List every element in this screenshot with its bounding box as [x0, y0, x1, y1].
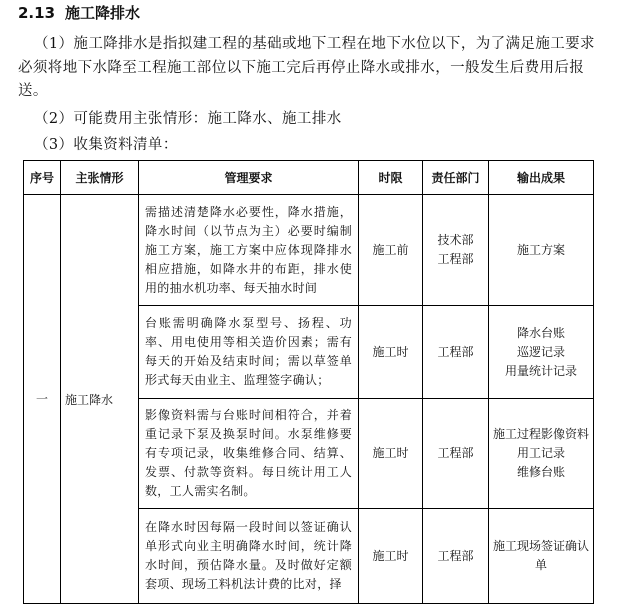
department-cell: 工程部: [423, 509, 489, 604]
paragraph-document-list: （3）收集资料清单：: [34, 137, 178, 153]
paragraph-claim-scenarios: （2）可能费用主张情形：施工降水、施工排水: [34, 111, 342, 127]
group-scenario: 施工降水: [61, 195, 139, 604]
section-title: 施工降排水: [65, 4, 141, 22]
output-item: 施工现场签证确认单: [492, 539, 589, 572]
requirement-cell: 需描述清楚降水必要性，降水措施，降水时间（以节点为主）必要时编制施工方案，施工方案中应体现降排水相应措施，如降水井的布距，排水使用的抽水机功率、每天抽水时间: [139, 195, 359, 306]
output-item: 施工过程影像资料: [492, 427, 589, 441]
output-item: 维修台账: [516, 465, 565, 479]
paragraph-definition: （1）施工降排水是指拟建工程的基础或地下工程在地下水位以下，为了满足施工要求必须将地下水降至工程施工部位以下施工完后再停止降水或排水，一般发生后费用后报送。: [18, 36, 595, 99]
requirement-cell: 在降水时因每隔一段时间以签证确认单形式向业主明确降水时间，统计降水时间，预估降水量。及时做好定额套项、现场工料机法计费的比对，择: [139, 509, 359, 604]
department-cell: 技术部 工程部: [423, 195, 489, 306]
department-cell: 工程部: [423, 306, 489, 399]
time-limit-cell: 施工时: [359, 509, 423, 604]
output-cell: [489, 399, 594, 509]
time-limit-cell: 施工时: [359, 306, 423, 399]
output-item: 巡逻记录: [516, 344, 565, 359]
output-cell: [489, 509, 594, 604]
output-item: 施工方案: [516, 242, 565, 257]
table-header-row: [24, 161, 594, 195]
department-cell: 工程部: [423, 399, 489, 509]
section-heading: [18, 2, 140, 23]
header-index: 序号: [24, 161, 61, 195]
output-item: 降水台账: [516, 325, 565, 340]
header-department: 责任部门: [423, 161, 489, 195]
output-item: 用量统计记录: [504, 363, 577, 378]
output-item: 用工记录: [516, 446, 565, 460]
output-cell: [489, 306, 594, 399]
document-checklist-table: [23, 160, 594, 604]
header-scenario: 主张情形: [61, 161, 139, 195]
time-limit-cell: 施工前: [359, 195, 423, 306]
table-row: [24, 195, 594, 306]
header-time-limit: 时限: [359, 161, 423, 195]
requirement-cell: 台账需明确降水泵型号、扬程、功率、用电使用等相关造价因素；需有每天的开始及结束时间；需以草签单形式每天由业主、监理签字确认；: [139, 306, 359, 399]
group-index: 一: [24, 195, 61, 604]
time-limit-cell: 施工时: [359, 399, 423, 509]
output-cell: [489, 195, 594, 306]
requirement-cell: 影像资料需与台账时间相符合，并着重记录下泵及换泵时间。水泵维修要有专项记录，收集维修合同、结算、发票、付款等资料。每日统计用工人数，工人需实名制。: [139, 399, 359, 509]
header-requirement: 管理要求: [139, 161, 359, 195]
section-number: 2.13: [18, 4, 56, 22]
header-output: 输出成果: [489, 161, 594, 195]
